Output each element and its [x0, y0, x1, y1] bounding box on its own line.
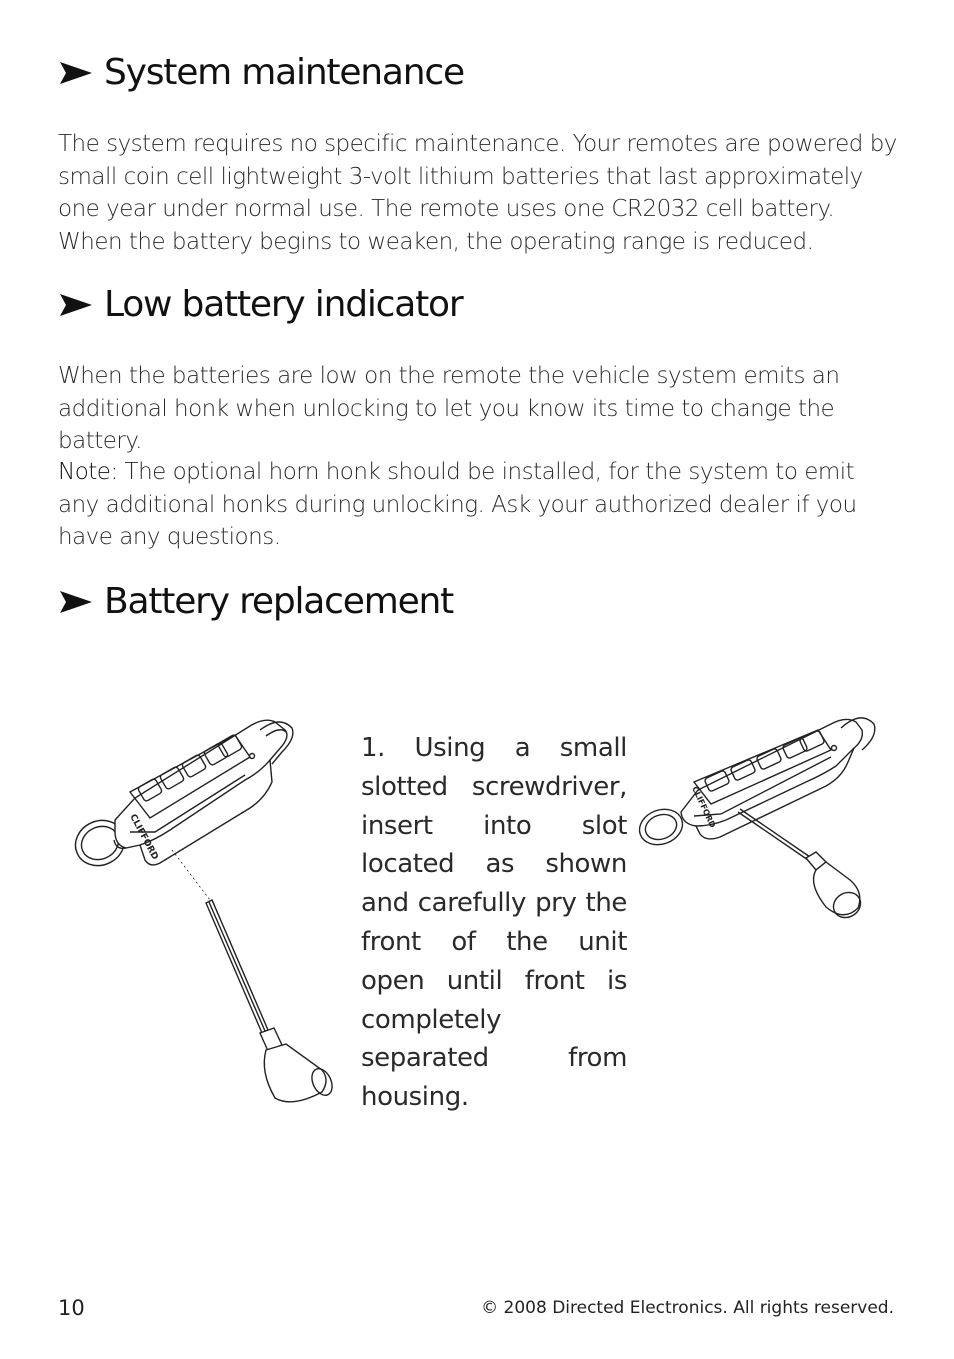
arrow-bullet-icon: [58, 292, 94, 318]
note-paragraph: [58, 456, 898, 554]
maintenance-paragraph: The system requires no specific maintenance. Your remotes are powered by small coin cell lightweight 3-volt lithium batteries that last approximately one year under normal use. The remote uses one CR2032 cell battery. When the battery begins to weaken, the operating range is reduced.: [58, 131, 897, 255]
heading-text: Battery replacement: [104, 581, 454, 622]
page-number: 10: [58, 1296, 85, 1320]
heading-text: System maintenance: [104, 52, 464, 93]
remote-with-screwdriver-illustration: [60, 700, 360, 1110]
step-1-text: 1. Using a small slotted screwdriver, insert into slot located as shown and carefully pry the front of the unit open until front is completely separated from housing.: [361, 733, 627, 1113]
arrow-bullet-icon: [58, 60, 94, 86]
arrow-bullet-icon: [58, 589, 94, 615]
note-label: Note:: [58, 459, 118, 485]
remote-screwdriver-inserted-illustration: [636, 712, 886, 932]
copyright-notice: © 2008 Directed Electronics. All rights reserved.: [481, 1298, 894, 1318]
heading-text: Low battery indicator: [104, 284, 463, 325]
remote-brand-label: CLIFFORD: [690, 785, 718, 830]
remote-brand-label: CLIFFORD: [127, 812, 160, 862]
heading-system-maintenance: [58, 52, 464, 93]
heading-battery-replacement: [58, 581, 453, 622]
note-text: The optional horn honk should be installed, for the system to emit any additional honks during unlocking. Ask your authorized dealer if you have any questions.: [58, 459, 857, 550]
low-battery-paragraph: When the batteries are low on the remote the vehicle system emits an additional honk when unlocking to let you know its time to change the battery.: [58, 363, 840, 454]
heading-low-battery-indicator: [58, 284, 462, 325]
